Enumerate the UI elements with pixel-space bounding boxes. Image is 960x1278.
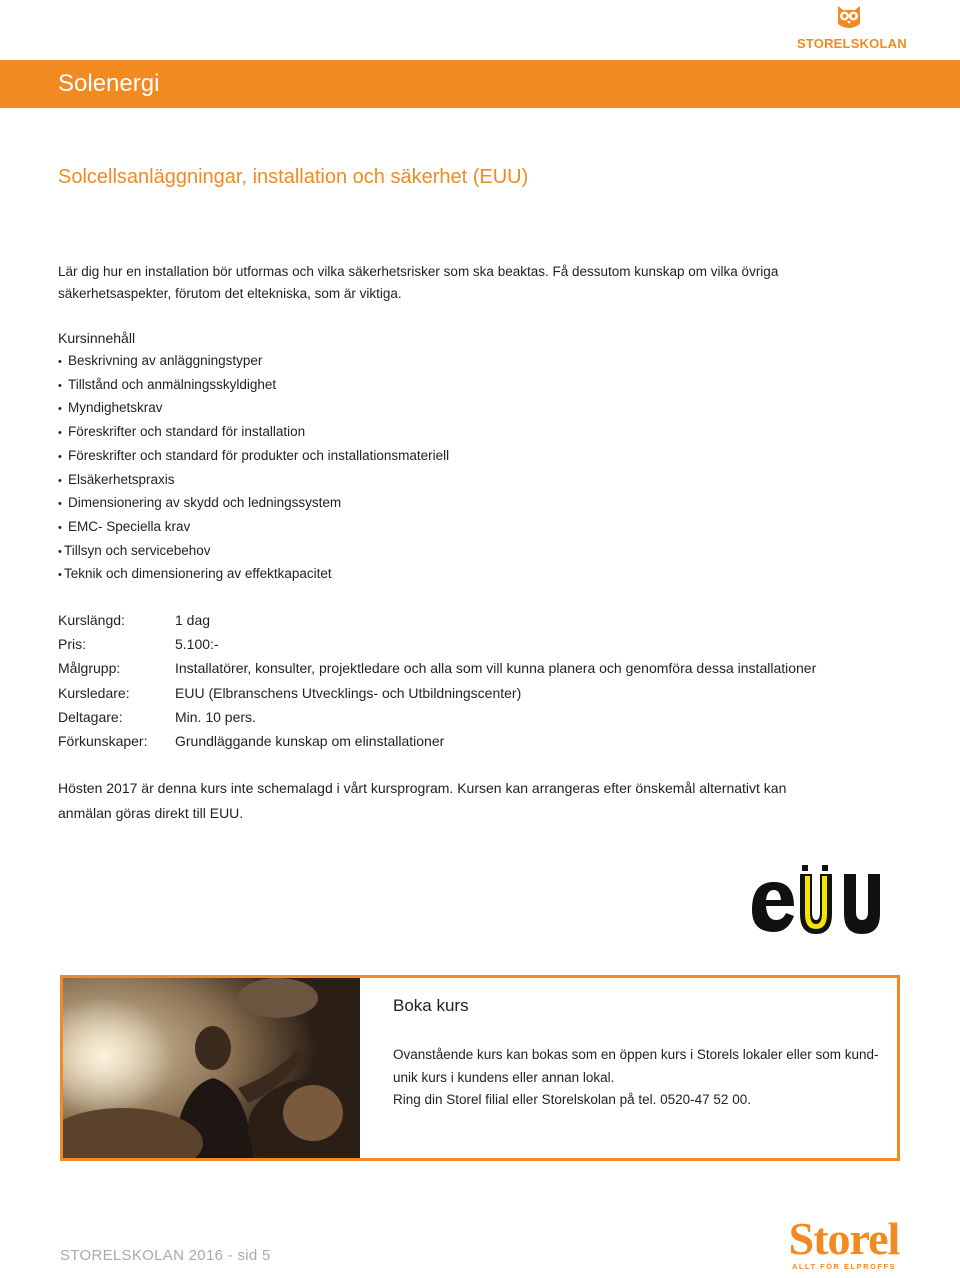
fact-value: Grundläggande kunskap om elinstallationer bbox=[175, 732, 445, 749]
fact-value: Min. 10 pers. bbox=[175, 708, 256, 725]
booking-contact: Ring din Storel filial eller Storelskolan på tel. 0520-47 52 00. bbox=[393, 1092, 751, 1107]
page-title: Solenergi bbox=[58, 70, 160, 97]
title-banner bbox=[0, 60, 960, 108]
euu-logo bbox=[748, 860, 900, 940]
content-heading: Kursinnehåll bbox=[58, 330, 136, 346]
booking-text bbox=[393, 1044, 883, 1112]
list-item: • Beskrivning av anläggningstyper bbox=[58, 350, 449, 374]
booking-title: Boka kurs bbox=[393, 996, 469, 1015]
schedule-note: Hösten 2017 är denna kurs inte schemalagd i vårt kursprogram. Kursen kan arrangeras efter önskemål alternativt kan anmälan göras direkt till EUU. bbox=[58, 780, 787, 821]
list-item: • Myndighetskrav bbox=[58, 397, 449, 421]
content-list bbox=[58, 350, 449, 587]
fact-row-participants bbox=[58, 705, 816, 729]
list-item: • Föreskrifter och standard för produkter och installationsmateriell bbox=[58, 445, 449, 469]
list-item: • Tillstånd och anmälningsskyldighet bbox=[58, 374, 449, 398]
storel-logo-tagline: ALLT FÖR ELPROFFS bbox=[791, 1262, 897, 1271]
fact-label: Förkunskaper: bbox=[58, 732, 148, 749]
fact-label: Kursledare: bbox=[58, 684, 130, 701]
storelskolan-logo bbox=[797, 2, 907, 56]
bullet-icon: • bbox=[58, 498, 62, 511]
bullet-icon: • bbox=[58, 427, 62, 440]
page-footer: STORELSKOLAN 2016 - sid 5 bbox=[60, 1247, 271, 1264]
booking-paragraph: Ovanstående kurs kan bokas som en öppen kurs i Storels lokaler eller som kund-unik kurs i kundens eller annan lokal. bbox=[393, 1047, 879, 1085]
list-item: • Tillsyn och servicebehov bbox=[58, 540, 449, 564]
fact-row-price bbox=[58, 632, 816, 656]
bullet-icon: • bbox=[58, 356, 62, 368]
booking-box bbox=[60, 975, 900, 1161]
fact-label: Pris: bbox=[58, 636, 86, 653]
fact-row-instructor bbox=[58, 681, 816, 705]
list-item: • Elsäkerhetspraxis bbox=[58, 469, 449, 493]
list-item: • Föreskrifter och standard för installation bbox=[58, 421, 449, 445]
storel-logo bbox=[782, 1214, 906, 1278]
classroom-photo bbox=[63, 978, 360, 1158]
fact-value: Installatörer, konsulter, projektledare och alla som vill kunna planera och genomföra dessa installationer bbox=[175, 660, 817, 677]
list-item: • Dimensionering av skydd och ledningssystem bbox=[58, 492, 449, 516]
brand-name: STORELSKOLAN bbox=[797, 36, 907, 51]
fact-value: EUU (Elbranschens Utvecklings- och Utbildningscenter) bbox=[175, 684, 522, 701]
fact-label: Målgrupp: bbox=[58, 660, 121, 677]
fact-label: Kurslängd: bbox=[58, 612, 125, 628]
course-intro: Lär dig hur en installation bör utformas och vilka säkerhetsrisker som ska beaktas. Få dessutom kunskap om vilka övriga säkerhetsaspekter, förutom det eltekniska, som är viktiga. bbox=[58, 264, 779, 301]
fact-row-duration bbox=[58, 608, 816, 632]
bullet-icon: • bbox=[58, 403, 62, 416]
fact-row-audience bbox=[58, 656, 816, 680]
storel-logo-word: Storel bbox=[788, 1213, 900, 1264]
owl-icon bbox=[835, 2, 863, 32]
fact-value: 5.100:- bbox=[175, 636, 219, 653]
list-item: • Teknik och dimensionering av effektkapacitet bbox=[58, 563, 449, 587]
fact-row-prerequisites bbox=[58, 729, 816, 753]
bullet-icon: • bbox=[58, 379, 62, 392]
bullet-icon: • bbox=[58, 521, 62, 534]
fact-value: 1 dag bbox=[175, 612, 211, 628]
bullet-icon: • bbox=[58, 450, 62, 463]
list-item: • EMC- Speciella krav bbox=[58, 516, 449, 540]
course-facts bbox=[58, 608, 816, 753]
course-title: Solcellsanläggningar, installation och säkerhet (EUU) bbox=[58, 166, 529, 188]
bullet-icon: • bbox=[58, 545, 62, 558]
bullet-icon: • bbox=[58, 474, 62, 487]
bullet-icon: • bbox=[58, 569, 62, 582]
fact-label: Deltagare: bbox=[58, 708, 123, 725]
